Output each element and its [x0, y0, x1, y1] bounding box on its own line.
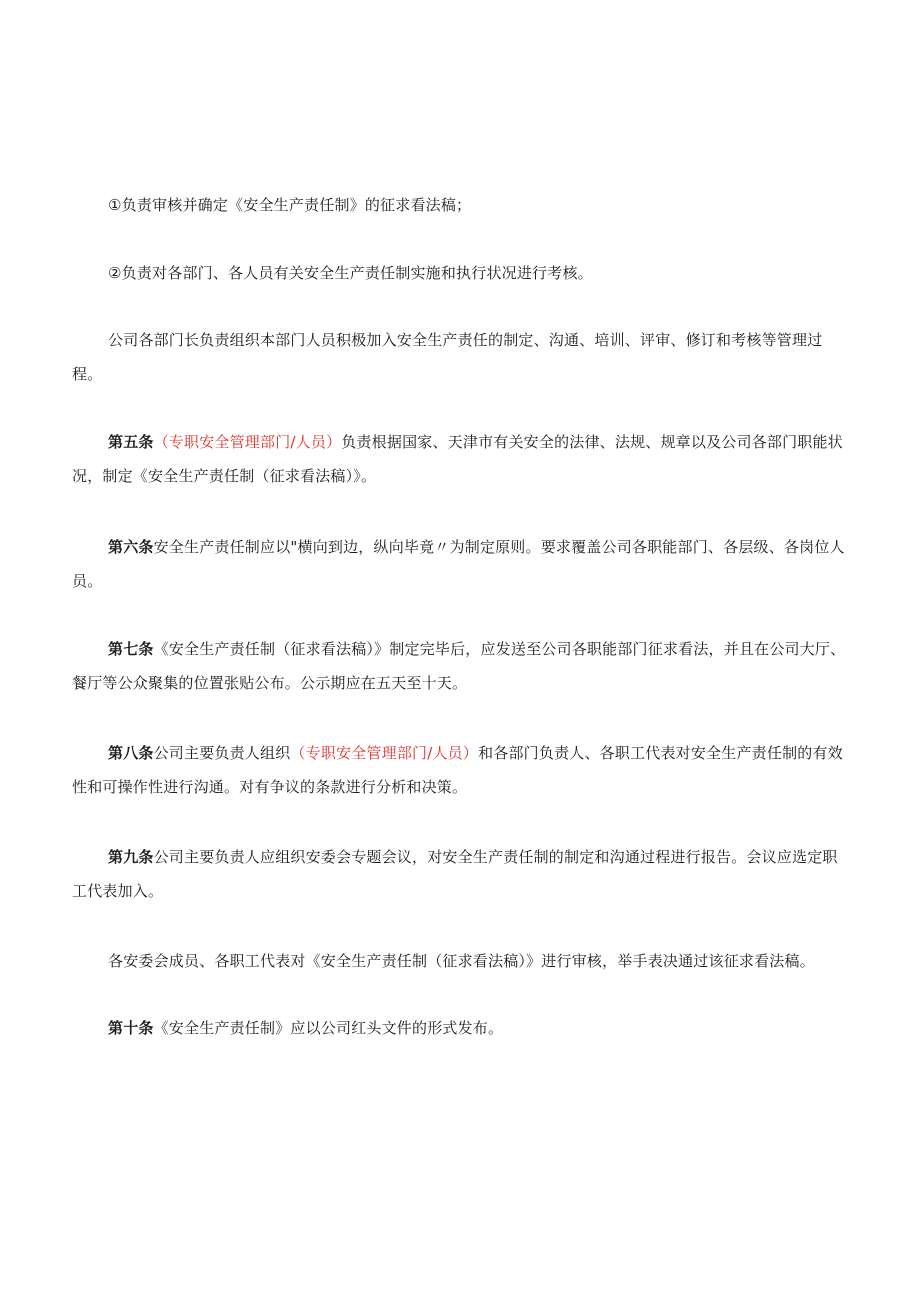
paragraph-text: ②负责对各部门、各人员有关安全生产责任制实施和执行状况进行考核。: [108, 264, 593, 282]
article-label: 第九条: [108, 848, 154, 866]
paragraph-review-draft: [72, 188, 852, 222]
article-8: [72, 736, 852, 804]
highlighted-department-text: （专职安全管理部门/人员）: [153, 433, 342, 451]
article-text: 公司主要负责人组织: [153, 744, 291, 762]
paragraph-text: 各安委会成员、各职工代表对《安全生产责任制（征求看法稿）》进行审核，举手表决通过该征求看法稿。: [108, 952, 815, 970]
article-label: 第八条: [108, 744, 154, 762]
article-6: [72, 530, 852, 598]
paragraph-text: ①负责审核并确定《安全生产责任制》的征求看法稿；: [108, 196, 472, 214]
article-label: 第十条: [108, 1019, 154, 1037]
article-text: 负责根据国家、天津市有关安全的法律、法规、规章以及公司各部门职能状况，制定《安全生产责任制（征求看法稿）》。: [72, 433, 843, 485]
paragraph-committee-review: [72, 944, 852, 978]
article-label: 第七条: [108, 640, 154, 658]
paragraph-assessment: [72, 256, 852, 290]
article-7: [72, 632, 852, 700]
article-text: 《安全生产责任制》应以公司红头文件的形式发布。: [153, 1019, 504, 1037]
highlighted-department-text: （专职安全管理部门/人员）: [290, 744, 479, 762]
article-9: [72, 840, 852, 908]
article-label: 第六条: [108, 538, 154, 556]
article-label: 第五条: [108, 433, 154, 451]
article-text: 公司主要负责人应组织安委会专题会议，对安全生产责任制的制定和沟通过程进行报告。会议应选定职工代表加入。: [72, 848, 838, 900]
article-text: 和各部门负责人、各职工代表对安全生产责任制的有效性和可操作性进行沟通。对有争议的条款进行分析和决策。: [72, 744, 843, 796]
paragraph-text: 公司各部门长负责组织本部门人员积极加入安全生产责任的制定、沟通、培训、评审、修订和考核等管理过程。: [72, 331, 823, 383]
article-10: [72, 1011, 852, 1045]
article-text: 《安全生产责任制（征求看法稿）》制定完毕后，应发送至公司各职能部门征求看法，并且在公司大厅、餐厅等公众聚集的位置张贴公布。公示期应在五天至十天。: [72, 640, 846, 692]
article-text: 安全生产责任制应以"横向到边，纵向毕竟〃为制定原则。要求覆盖公司各职能部门、各层级、各岗位人员。: [72, 538, 845, 590]
paragraph-department-heads: [72, 323, 852, 391]
article-5: [72, 425, 852, 493]
